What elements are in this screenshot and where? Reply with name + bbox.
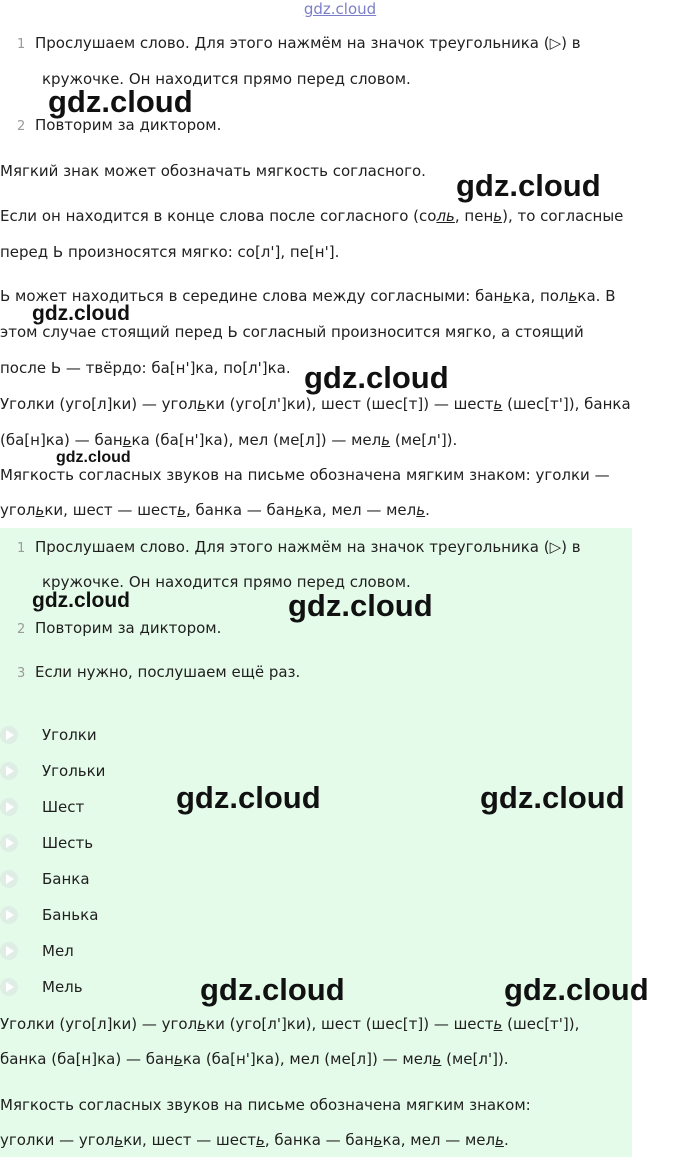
play-icon[interactable] (0, 834, 18, 852)
watermark: gdz.cloud (32, 589, 130, 612)
watermark: gdz.cloud (56, 449, 131, 466)
watermark: gdz.cloud (32, 302, 130, 325)
audio-word: Шест (42, 798, 85, 816)
rule-text: после Ь — твёрдо: ба[н']ка, по[л']ка. (0, 359, 291, 377)
play-icon[interactable] (0, 978, 18, 996)
audio-word: Угольки (42, 762, 106, 780)
play-icon[interactable] (0, 906, 18, 924)
play-icon[interactable] (0, 726, 18, 744)
site-link[interactable]: gdz.cloud (303, 0, 377, 18)
rule-text: этом случае стоящий перед Ь согласный произносится мягко, а стоящий (0, 323, 584, 341)
audio-word: Банка (42, 870, 90, 888)
watermark: gdz.cloud (288, 588, 433, 623)
answer-text: уголки — угольки, шест — шесть, банка — банька, мел — мель. (0, 1131, 509, 1149)
rule-text: Ь может находиться в середине слова между согласными: банька, полька. В (0, 287, 616, 305)
step-text: Прослушаем слово. Для этого нажмём на значок треугольника (▷) в (35, 34, 581, 52)
step-text: кружочке. Он находится прямо перед словом. (42, 70, 411, 88)
audio-word: Банька (42, 906, 99, 924)
watermark: gdz.cloud (480, 780, 625, 815)
rule-text: Если он находится в конце слова после согласного (соль, пень), то согласные (0, 207, 624, 225)
step-text: кружочке. Он находится прямо перед словом. (42, 573, 411, 591)
play-icon[interactable] (0, 870, 18, 888)
audio-word: Мель (42, 978, 83, 996)
watermark: gdz.cloud (48, 84, 193, 119)
step-text: Повторим за диктором. (35, 619, 222, 637)
play-icon[interactable] (0, 798, 18, 816)
audio-word: Уголки (42, 726, 97, 744)
step-text: Повторим за диктором. (35, 116, 222, 134)
play-icon[interactable] (0, 762, 18, 780)
audio-word: Шесть (42, 834, 94, 852)
step-text: Если нужно, послушаем ещё раз. (35, 663, 301, 681)
watermark: gdz.cloud (200, 972, 345, 1007)
answer-text: Уголки (уго[л]ки) — угольки (уго[л']ки), шест (шес[т]) — шесть (шес[т']), (0, 1015, 580, 1033)
step-number: 3 (17, 666, 26, 681)
watermark: gdz.cloud (456, 168, 601, 203)
play-icon[interactable] (0, 942, 18, 960)
answer-text: Уголки (уго[л]ки) — угольки (уго[л']ки), шест (шес[т]) — шесть (шес[т']), банка (0, 395, 631, 413)
answer-text: Мягкость согласных звуков на письме обозначена мягким знаком: (0, 1096, 531, 1114)
watermark: gdz.cloud (304, 360, 449, 395)
watermark: gdz.cloud (176, 780, 321, 815)
step-number: 1 (17, 37, 26, 52)
watermark: gdz.cloud (504, 972, 649, 1007)
step-number: 2 (17, 622, 26, 637)
answer-text: (ба[н]ка) — банька (ба[н']ка), мел (ме[л]) — мель (ме[л']). (0, 431, 458, 449)
audio-word: Мел (42, 942, 74, 960)
rule-text: Мягкий знак может обозначать мягкость согласного. (0, 162, 426, 180)
answer-text: Мягкость согласных звуков на письме обозначена мягким знаком: уголки — (0, 466, 610, 484)
rule-text: перед Ь произносятся мягко: со[л'], пе[н']. (0, 243, 340, 261)
step-number: 2 (17, 119, 26, 134)
step-text: Прослушаем слово. Для этого нажмём на значок треугольника (▷) в (35, 538, 581, 556)
answer-text: банка (ба[н]ка) — банька (ба[н']ка), мел (ме[л]) — мель (ме[л']). (0, 1050, 509, 1068)
step-number: 1 (17, 541, 26, 556)
answer-text: угольки, шест — шесть, банка — банька, мел — мель. (0, 501, 430, 519)
